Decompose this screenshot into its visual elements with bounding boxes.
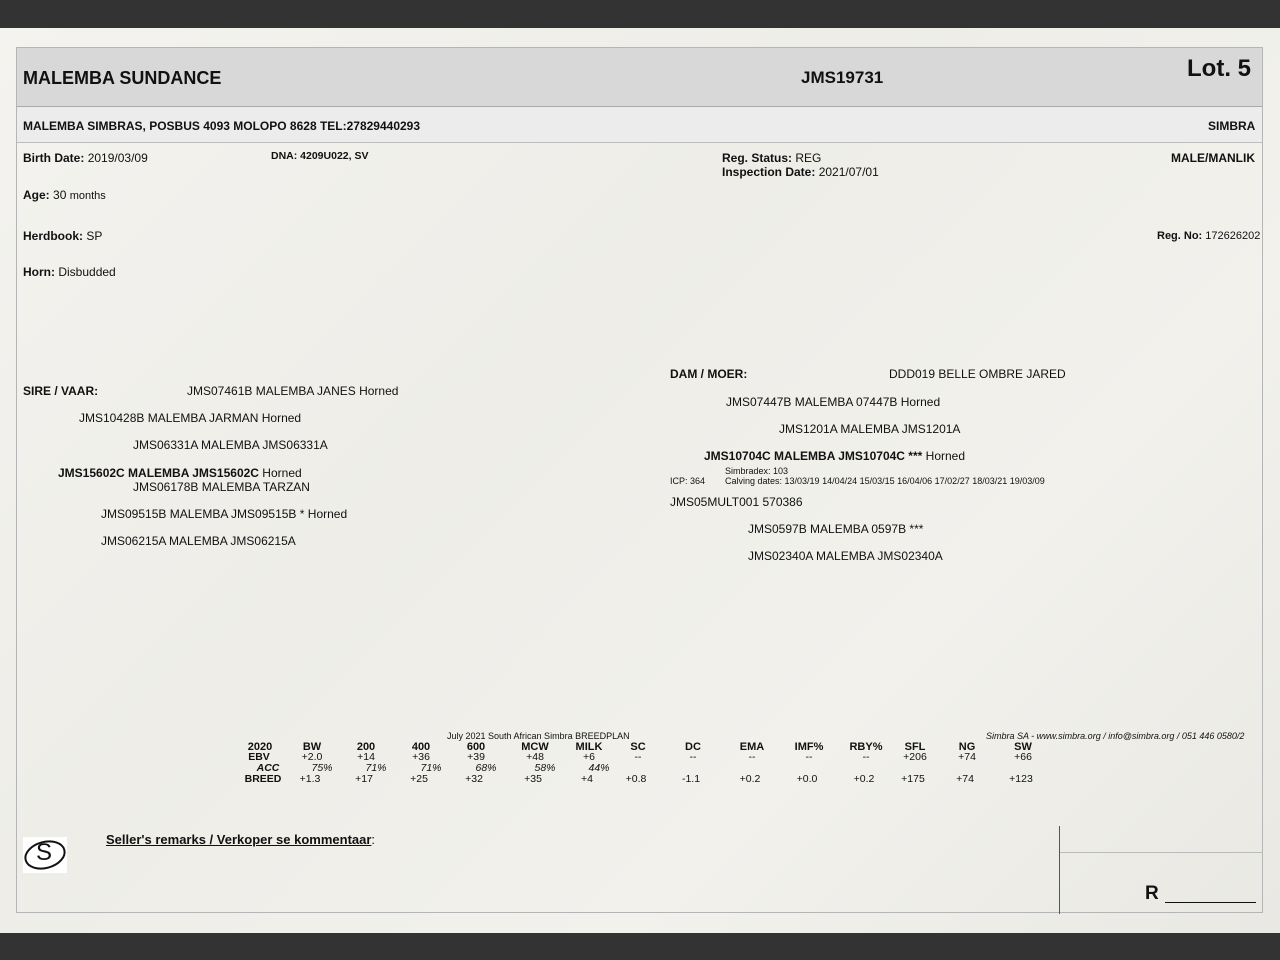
ebv-breed-cell: +74 xyxy=(956,773,974,785)
ebv-ebv-cell: +48 xyxy=(526,751,544,763)
ebv-name-cell: BW xyxy=(302,741,322,753)
reg-no xyxy=(1157,230,1260,242)
seller-info: MALEMBA SIMBRAS, POSBUS 4093 MOLOPO 8628 TEL:27829440293 xyxy=(23,119,421,133)
price-label: R xyxy=(1145,883,1159,904)
ebv-ebv-cell: -- xyxy=(689,751,697,763)
horn-label: Horn: xyxy=(23,265,55,279)
ebv-row-label-breed: BREED xyxy=(244,773,282,785)
animal-name: MALEMBA SUNDANCE xyxy=(23,68,222,88)
dam-label: DAM / MOER: xyxy=(670,367,748,381)
lot-number: Lot. 5 xyxy=(1187,55,1251,82)
ebv-acc-cell: 44% xyxy=(588,762,610,774)
ebv-ebv-cell: -- xyxy=(634,751,642,763)
ebv-title: July 2021 South African Simbra BREEDPLAN xyxy=(447,731,630,741)
ebv-name-cell: IMF% xyxy=(794,741,824,753)
ebv-acc-cell: 68% xyxy=(475,762,497,774)
inspection-date xyxy=(722,165,879,179)
dam-dam-entry: JMS05MULT001 570386 xyxy=(670,495,803,509)
ebv-row-label-acc: ACC xyxy=(256,762,280,774)
ebv-acc-cell: 71% xyxy=(420,762,442,774)
dam-sire-sire-entry: JMS1201A MALEMBA JMS1201A xyxy=(779,422,961,436)
reg-no-value: 172626202 xyxy=(1205,230,1261,242)
ebv-ebv-cell: +74 xyxy=(958,751,976,763)
ebv-ebv-cell: -- xyxy=(748,751,756,763)
ebv-name-cell: EMA xyxy=(739,741,765,753)
price-line[interactable] xyxy=(1165,902,1256,903)
ebv-name-cell: MILK xyxy=(575,741,603,753)
ebv-name-cell: SFL xyxy=(904,741,926,753)
ebv-acc-cell: 71% xyxy=(365,762,387,774)
ebv-ebv-cell: +39 xyxy=(467,751,485,763)
ebv-breed-cell: +0.2 xyxy=(739,773,761,785)
sire-dam-dam-entry: JMS06215A MALEMBA JMS06215A xyxy=(101,534,296,548)
horn xyxy=(23,265,116,279)
sire-sire-entry: JMS10428B MALEMBA JARMAN Horned xyxy=(79,411,302,425)
inspection-value: 2021/07/01 xyxy=(818,165,879,179)
ebv-name-cell: SW xyxy=(1014,741,1032,753)
seller-divider xyxy=(1059,826,1060,914)
dam-top-entry: DDD019 BELLE OMBRE JARED xyxy=(889,367,1066,381)
ebv-ebv-cell: -- xyxy=(862,751,870,763)
ebv-name-cell: DC xyxy=(685,741,701,753)
logo-letter: S xyxy=(36,839,53,866)
simbradex: Simbradex: 103 xyxy=(725,466,789,476)
ebv-acc-cell: 58% xyxy=(534,762,556,774)
seller-remarks-label: Seller's remarks / Verkoper se kommentaar xyxy=(106,832,372,847)
subject-animal-name: JMS15602C MALEMBA JMS15602C xyxy=(58,466,259,480)
subject-animal-horn: Horned xyxy=(258,466,302,480)
ebv-ebv-cell: +206 xyxy=(903,751,927,763)
simbra-logo xyxy=(23,837,67,873)
subject-animal xyxy=(58,466,302,480)
ebv-name-cell: NG xyxy=(958,741,976,753)
horn-value: Disbudded xyxy=(58,265,116,279)
ebv-row-label-year: 2020 xyxy=(247,741,273,753)
ebv-name-cell: SC xyxy=(630,741,646,753)
seller-remarks-colon: : xyxy=(371,832,376,847)
herdbook-value: SP xyxy=(86,229,103,243)
inspection-label: Inspection Date: xyxy=(722,165,816,179)
birth-date-value: 2019/03/09 xyxy=(87,151,148,165)
herdbook xyxy=(23,229,102,243)
sire-entry: JMS07461B MALEMBA JANES Horned xyxy=(187,384,399,398)
ebv-breed-cell: +175 xyxy=(901,773,925,785)
ebv-name-cell: 400 xyxy=(411,741,431,753)
ebv-breed-cell: -1.1 xyxy=(681,773,701,785)
ebv-ebv-cell: -- xyxy=(805,751,813,763)
dam-animal-horn: Horned xyxy=(922,449,966,463)
ebv-breed-cell: +123 xyxy=(1009,773,1033,785)
icp: ICP: 364 xyxy=(670,476,706,486)
sex-label: MALE/MANLIK xyxy=(1171,151,1255,165)
ebv-ebv-cell: +36 xyxy=(412,751,430,763)
ebv-breed-cell: +17 xyxy=(355,773,373,785)
ebv-name-cell: 600 xyxy=(466,741,486,753)
dam-animal-name: JMS10704C MALEMBA JMS10704C *** xyxy=(704,449,923,463)
age-label: Age: xyxy=(23,188,50,202)
breed-label: SIMBRA xyxy=(1208,119,1256,133)
ebv-contact: Simbra SA - www.simbra.org / info@simbra.org / 051 446 0580/2 xyxy=(986,731,1245,741)
ebv-ebv-cell: +14 xyxy=(357,751,375,763)
dam-dam-sire-entry: JMS0597B MALEMBA 0597B *** xyxy=(748,522,924,536)
dam-dam-dam-entry: JMS02340A MALEMBA JMS02340A xyxy=(748,549,943,563)
seller-remarks xyxy=(106,832,375,847)
ebv-row-label-ebv: EBV xyxy=(248,751,270,763)
ebv-breed-cell: +35 xyxy=(524,773,542,785)
birth-date xyxy=(23,151,148,165)
reg-status xyxy=(722,151,821,165)
ebv-breed-cell: +0.8 xyxy=(625,773,647,785)
seller-top-rule xyxy=(1060,852,1263,853)
ebv-name-cell: MCW xyxy=(521,741,549,753)
ebv-breed-cell: +32 xyxy=(465,773,483,785)
age-unit: months xyxy=(69,190,106,202)
ebv-breed-cell: +0.2 xyxy=(853,773,875,785)
ebv-breed-cell: +0.0 xyxy=(796,773,818,785)
ebv-acc-cell: 75% xyxy=(311,762,333,774)
birth-date-label: Birth Date: xyxy=(23,151,85,165)
reg-no-label: Reg. No: xyxy=(1157,230,1203,242)
age xyxy=(23,188,106,202)
ebv-name-cell: RBY% xyxy=(849,741,883,753)
top-band xyxy=(0,0,1280,28)
dam-sire-entry: JMS07447B MALEMBA 07447B Horned xyxy=(726,395,941,409)
sire-dam-entry: JMS09515B MALEMBA JMS09515B * Horned xyxy=(101,507,348,521)
sire-sire-sire-entry: JMS06331A MALEMBA JMS06331A xyxy=(133,438,328,452)
ebv-breed-cell: +4 xyxy=(581,773,593,785)
ebv-breed-cell: +1.3 xyxy=(299,773,321,785)
ebv-ebv-cell: +66 xyxy=(1014,751,1032,763)
ebv-breed-cell: +25 xyxy=(410,773,428,785)
dam-animal xyxy=(704,449,965,463)
animal-id: JMS19731 xyxy=(801,68,884,87)
bottom-band xyxy=(0,933,1280,960)
ebv-name-cell: 200 xyxy=(356,741,376,753)
reg-status-value: REG xyxy=(795,151,822,165)
herdbook-label: Herdbook: xyxy=(23,229,83,243)
calving-dates: Calving dates: 13/03/19 14/04/24 15/03/15 16/04/06 17/02/27 18/03/21 19/03/09 xyxy=(725,476,1045,486)
ebv-ebv-cell: +2.0 xyxy=(301,751,323,763)
dna-info: DNA: 4209U022, SV xyxy=(271,150,369,162)
age-value: 30 xyxy=(53,188,67,202)
ebv-ebv-cell: +6 xyxy=(583,751,595,763)
sire-sire-dam-entry: JMS06178B MALEMBA TARZAN xyxy=(133,480,310,494)
sire-label: SIRE / VAAR: xyxy=(23,384,99,398)
reg-status-label: Reg. Status: xyxy=(722,151,793,165)
